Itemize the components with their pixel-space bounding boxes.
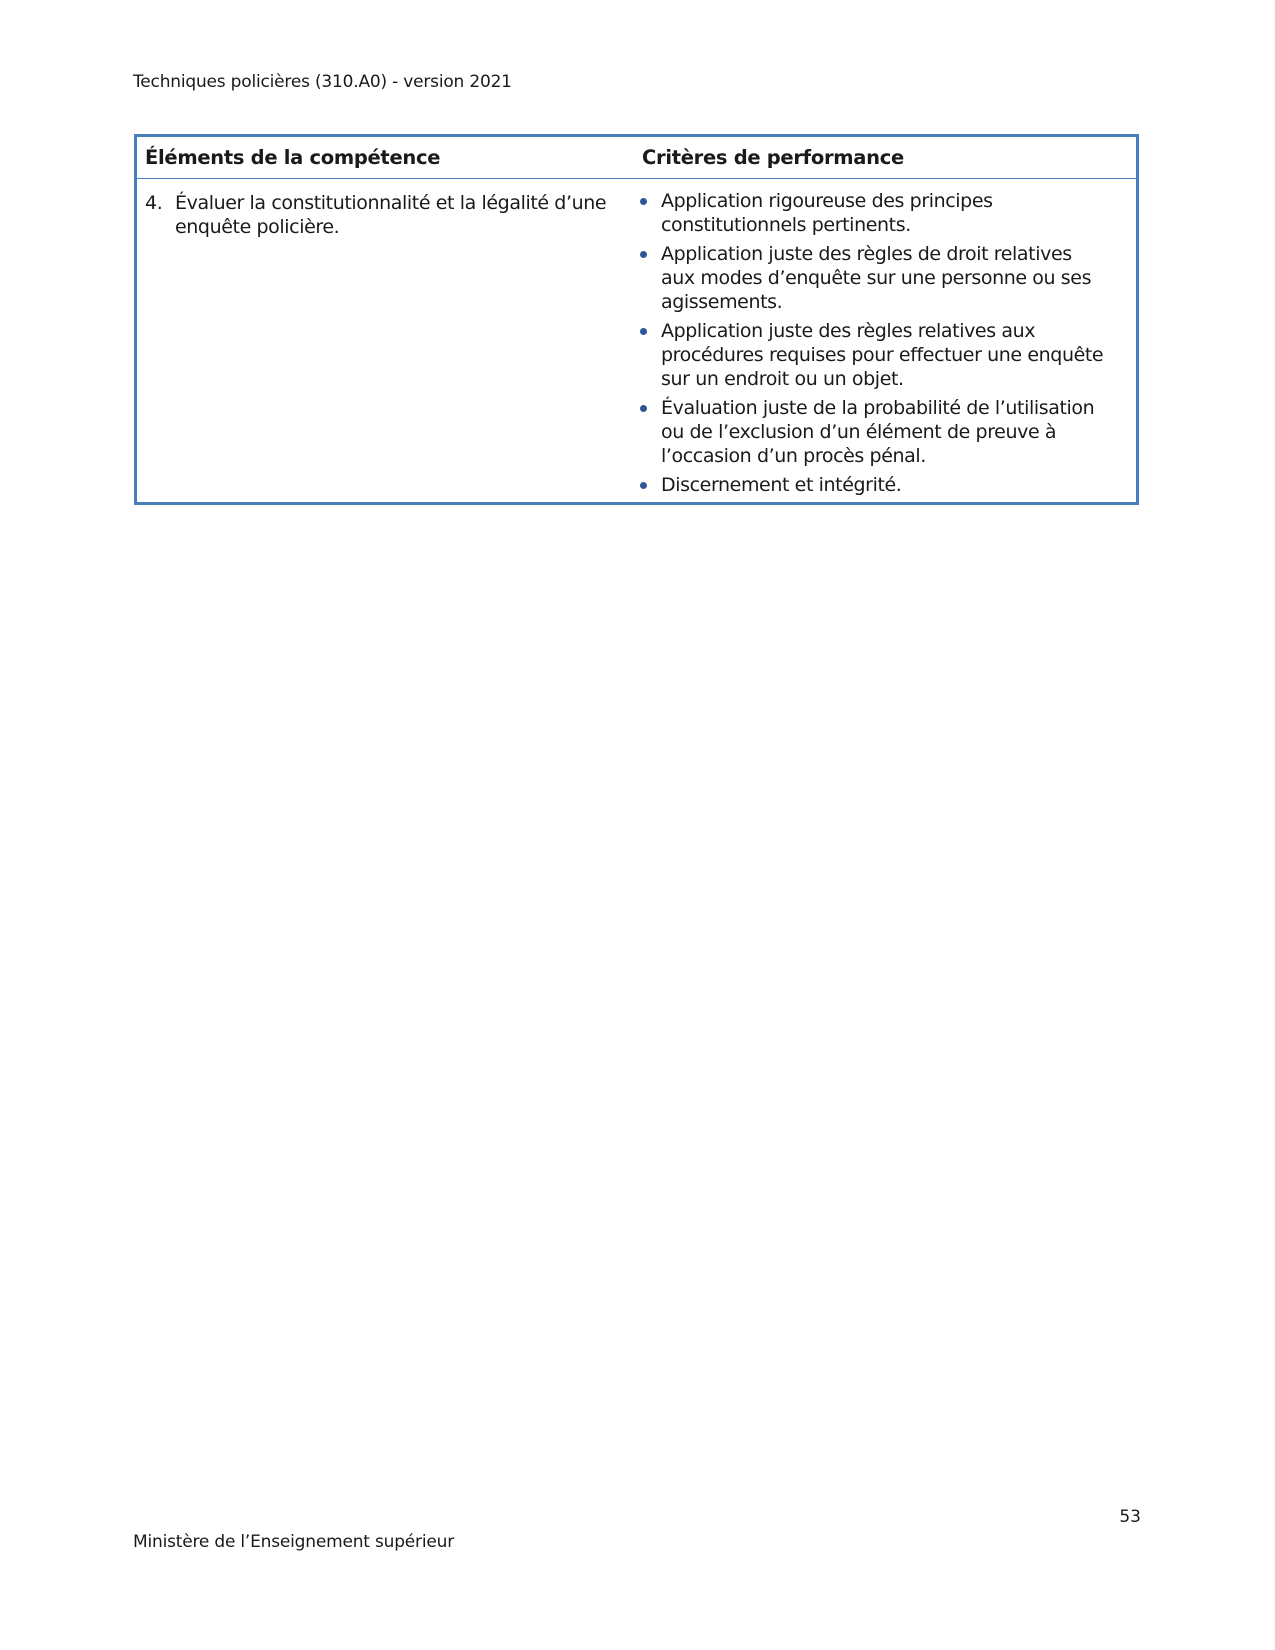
criteria-cell — [630, 179, 1136, 502]
criterion-item — [630, 242, 1136, 314]
competence-element — [145, 191, 630, 239]
criterion-item — [630, 189, 1136, 237]
bullet-icon — [630, 189, 661, 237]
criterion-text: Discernement et intégrité. — [661, 474, 902, 496]
column-header-criteria: Critères de performance — [642, 146, 904, 169]
bullet-icon — [630, 319, 661, 391]
criterion-text: Évaluation juste de la probabilité de l’utilisation ou de l’exclusion d’un élément de preuve à l’occasion d’un procès pénal. — [661, 397, 1095, 467]
bullet-icon — [630, 396, 661, 468]
running-header: Techniques policières (310.A0) - version 2021 — [133, 72, 512, 92]
criterion-text: Application juste des règles relatives aux procédures requises pour effectuer une enquête sur un endroit ou un objet. — [661, 320, 1104, 390]
elements-cell — [137, 179, 630, 502]
page-number: 53 — [1119, 1507, 1141, 1527]
bullet-icon — [630, 473, 661, 497]
bullet-icon — [630, 242, 661, 314]
criterion-text: Application juste des règles de droit relatives aux modes d’enquête sur une personne ou ses agissements. — [661, 243, 1092, 313]
element-number: 4. — [145, 192, 163, 214]
criterion-item — [630, 319, 1136, 391]
criteria-list — [630, 189, 1136, 497]
column-header-elements: Éléments de la compétence — [145, 146, 441, 169]
competence-table — [134, 134, 1139, 505]
running-footer: Ministère de l’Enseignement supérieur — [133, 1532, 454, 1552]
element-text: Évaluer la constitutionnalité et la légalité d’une enquête policière. — [175, 192, 607, 238]
criterion-text: Application rigoureuse des principes constitutionnels pertinents. — [661, 190, 993, 236]
criterion-item — [630, 396, 1136, 468]
table-header-row — [137, 137, 1136, 179]
criterion-item — [630, 473, 1136, 497]
table-row — [137, 179, 1136, 502]
